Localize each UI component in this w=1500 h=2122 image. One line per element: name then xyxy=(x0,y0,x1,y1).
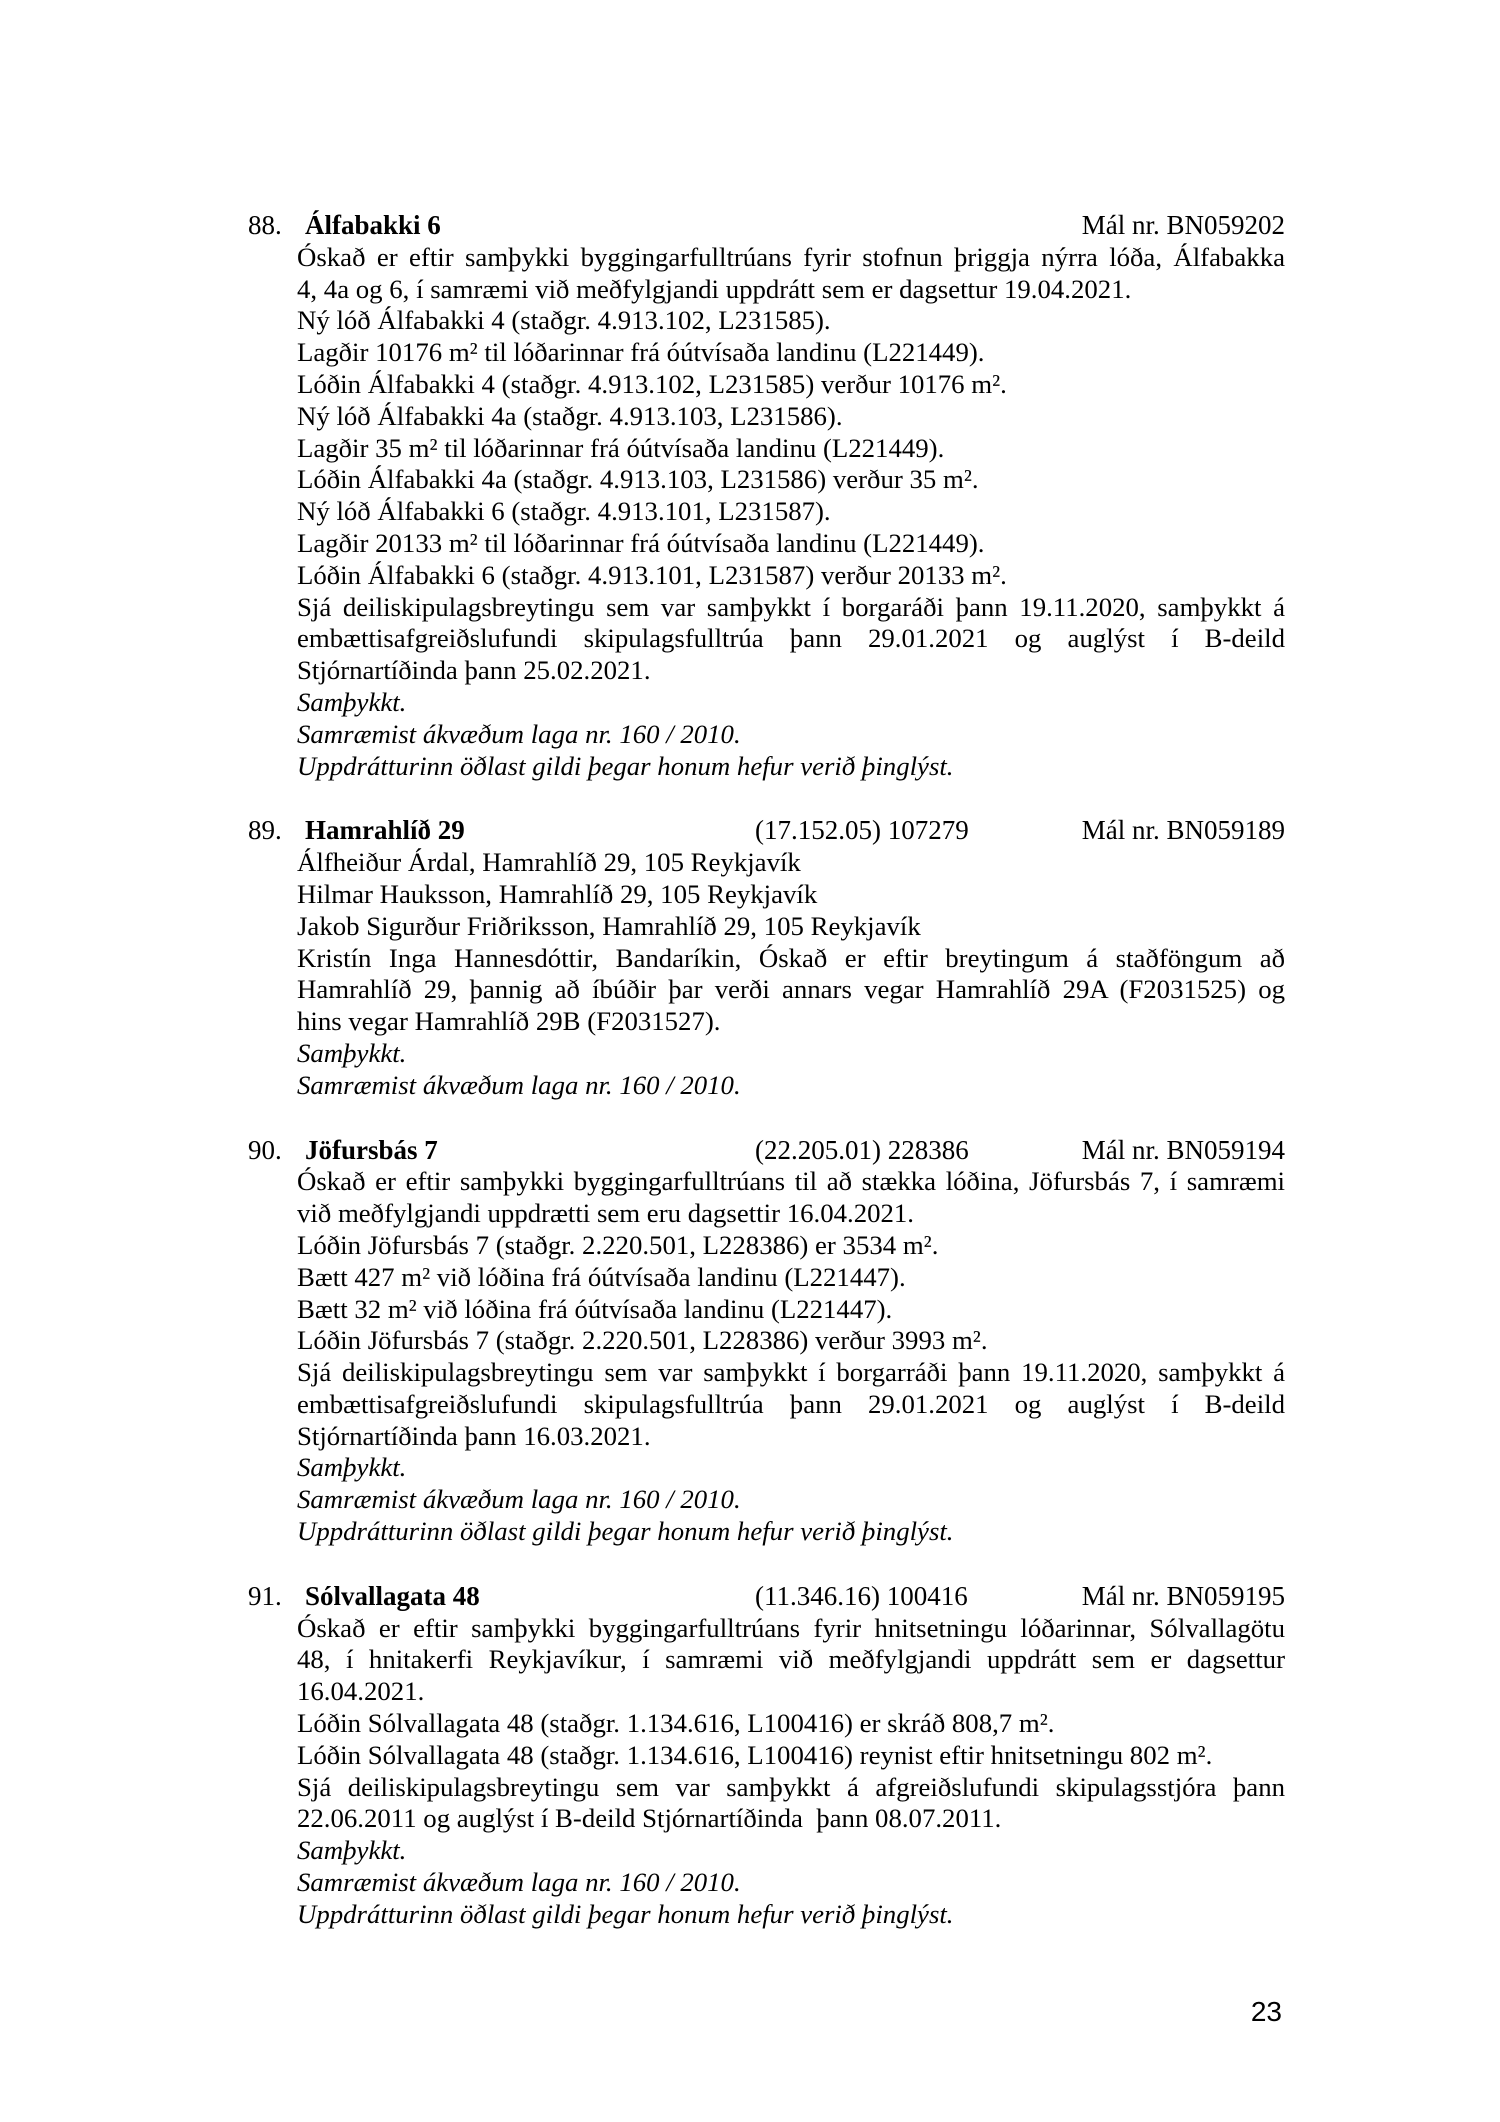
item-header xyxy=(248,210,1285,242)
body-line: Hamrahlíð 29, þannig að íbúðir þar verði annars vegar Hamrahlíð 29A (F2031525) og xyxy=(297,974,1285,1005)
item-body xyxy=(297,242,1285,783)
item-case-number: Mál nr. BN059189 xyxy=(1081,815,1285,846)
body-line: 4, 4a og 6, í samræmi við meðfylgjandi uppdrátt sem er dagsettur 19.04.2021. xyxy=(297,273,1132,304)
item-header xyxy=(248,1135,1285,1167)
body-line: Lagðir 35 m² til lóðarinnar frá óútvísaða landinu (L221449). xyxy=(297,432,945,463)
body-line: Bætt 32 m² við lóðina frá óútvísaða landinu (L221447). xyxy=(297,1293,893,1324)
item-case-number: Mál nr. BN059202 xyxy=(1081,210,1285,240)
minutes-item xyxy=(248,815,1285,1101)
body-line: Lóðin Álfabakki 6 (staðgr. 4.913.101, L231587) verður 20133 m². xyxy=(297,559,1007,590)
item-body xyxy=(297,1166,1285,1548)
body-line: Óskað er eftir samþykki byggingarfulltrúans til að stækka lóðina, Jöfursbás 7, í samræmi xyxy=(297,1166,1285,1197)
body-line: Óskað er eftir samþykki byggingarfulltrúans fyrir stofnun þriggja nýrra lóða, Álfabakka xyxy=(297,241,1285,272)
body-line: embættisafgreiðslufundi skipulagsfulltrúa þann 29.01.2021 og auglýst í B-deild xyxy=(297,1388,1285,1419)
item-number: 91. xyxy=(248,1580,282,1611)
body-line: embættisafgreiðslufundi skipulagsfulltrúa þann 29.01.2021 og auglýst í B-deild xyxy=(297,623,1285,654)
body-line: Lóðin Sólvallagata 48 (staðgr. 1.134.616, L100416) er skráð 808,7 m². xyxy=(297,1708,1055,1739)
body-line: Ný lóð Álfabakki 4 (staðgr. 4.913.102, L231585). xyxy=(297,305,831,336)
body-line: Stjórnartíðinda þann 25.02.2021. xyxy=(297,655,651,686)
item-case-number: Mál nr. BN059195 xyxy=(1081,1580,1285,1611)
body-line: Bætt 427 m² við lóðina frá óútvísaða landinu (L221447). xyxy=(297,1261,906,1292)
minutes-list xyxy=(248,210,1285,1964)
item-number: 88. xyxy=(248,210,282,240)
body-line: 48, í hnitakerfi Reykjavíkur, í samræmi við meðfylgjandi uppdrátt sem er dagsettur xyxy=(297,1644,1285,1675)
body-line: Uppdrátturinn öðlast gildi þegar honum hefur verið þinglýst. xyxy=(297,750,954,781)
body-line: 16.04.2021. xyxy=(297,1676,425,1707)
body-line: Óskað er eftir samþykki byggingarfulltrúans fyrir hnitsetningu lóðarinnar, Sólvallagötu xyxy=(297,1612,1285,1643)
body-line: Sjá deiliskipulagsbreytingu sem var samþykkt á afgreiðslufundi skipulagsstjóra þann xyxy=(297,1771,1285,1802)
body-line: hins vegar Hamrahlíð 29B (F2031527). xyxy=(297,1006,721,1037)
minutes-item xyxy=(248,1581,1285,1931)
minutes-item xyxy=(248,1135,1285,1548)
body-line: Samþykkt. xyxy=(297,1452,407,1483)
body-line: Uppdrátturinn öðlast gildi þegar honum hefur verið þinglýst. xyxy=(297,1898,954,1929)
item-parcel-number: (22.205.01) 228386 xyxy=(755,1134,969,1165)
minutes-item xyxy=(248,210,1285,782)
body-line: Samræmist ákvæðum laga nr. 160 / 2010. xyxy=(297,1484,741,1515)
body-line: Lóðin Sólvallagata 48 (staðgr. 1.134.616, L100416) reynist eftir hnitsetningu 802 m². xyxy=(297,1739,1213,1770)
body-line: Jakob Sigurður Friðriksson, Hamrahlíð 29, 105 Reykjavík xyxy=(297,910,921,941)
item-body xyxy=(297,847,1285,1101)
body-line: Samþykkt. xyxy=(297,1835,407,1866)
item-title: Jöfursbás 7 xyxy=(305,1134,438,1165)
body-line: Ný lóð Álfabakki 4a (staðgr. 4.913.103, L231586). xyxy=(297,400,843,431)
item-title: Hamrahlíð 29 xyxy=(305,815,465,846)
body-line: Samræmist ákvæðum laga nr. 160 / 2010. xyxy=(297,1069,741,1100)
body-line: Lóðin Álfabakki 4a (staðgr. 4.913.103, L231586) verður 35 m². xyxy=(297,464,979,495)
body-line: við meðfylgjandi uppdrætti sem eru dagsettir 16.04.2021. xyxy=(297,1198,914,1229)
body-line: Samræmist ákvæðum laga nr. 160 / 2010. xyxy=(297,1867,741,1898)
item-case-number: Mál nr. BN059194 xyxy=(1081,1134,1285,1165)
body-line: Stjórnartíðinda þann 16.03.2021. xyxy=(297,1420,651,1451)
body-line: Álfheiður Árdal, Hamrahlíð 29, 105 Reykjavík xyxy=(297,847,801,878)
body-line: Lóðin Jöfursbás 7 (staðgr. 2.220.501, L228386) er 3534 m². xyxy=(297,1229,939,1260)
item-parcel-number: (17.152.05) 107279 xyxy=(755,815,969,846)
item-body xyxy=(297,1613,1285,1931)
body-line: Ný lóð Álfabakki 6 (staðgr. 4.913.101, L231587). xyxy=(297,496,831,527)
item-number: 89. xyxy=(248,815,282,846)
body-line: Hilmar Hauksson, Hamrahlíð 29, 105 Reykjavík xyxy=(297,878,818,909)
item-header xyxy=(248,815,1285,847)
body-line: Samræmist ákvæðum laga nr. 160 / 2010. xyxy=(297,718,741,749)
item-header xyxy=(248,1581,1285,1613)
item-number: 90. xyxy=(248,1134,282,1165)
body-line: Lagðir 10176 m² til lóðarinnar frá óútvísaða landinu (L221449). xyxy=(297,337,985,368)
body-line: Uppdrátturinn öðlast gildi þegar honum hefur verið þinglýst. xyxy=(297,1516,954,1547)
body-line: Samþykkt. xyxy=(297,686,407,717)
body-line: Sjá deiliskipulagsbreytingu sem var samþykkt í borgarráði þann 19.11.2020, samþykkt á xyxy=(297,1357,1285,1388)
body-line: Kristín Inga Hannesdóttir, Bandaríkin, Óskað er eftir breytingum á staðföngum að xyxy=(297,942,1285,973)
body-line: Samþykkt. xyxy=(297,1037,407,1068)
body-line: 22.06.2011 og auglýst í B-deild Stjórnartíðinda þann 08.07.2011. xyxy=(297,1803,1002,1834)
item-parcel-number: (11.346.16) 100416 xyxy=(755,1580,968,1611)
page-number: 23 xyxy=(1250,1996,1282,2027)
body-line: Lagðir 20133 m² til lóðarinnar frá óútvísaða landinu (L221449). xyxy=(297,527,985,558)
item-title: Álfabakki 6 xyxy=(305,210,441,240)
body-line: Lóðin Álfabakki 4 (staðgr. 4.913.102, L231585) verður 10176 m². xyxy=(297,368,1007,399)
body-line: Sjá deiliskipulagsbreytingu sem var samþykkt í borgaráði þann 19.11.2020, samþykkt á xyxy=(297,591,1285,622)
body-line: Lóðin Jöfursbás 7 (staðgr. 2.220.501, L228386) verður 3993 m². xyxy=(297,1325,988,1356)
item-title: Sólvallagata 48 xyxy=(305,1580,480,1611)
